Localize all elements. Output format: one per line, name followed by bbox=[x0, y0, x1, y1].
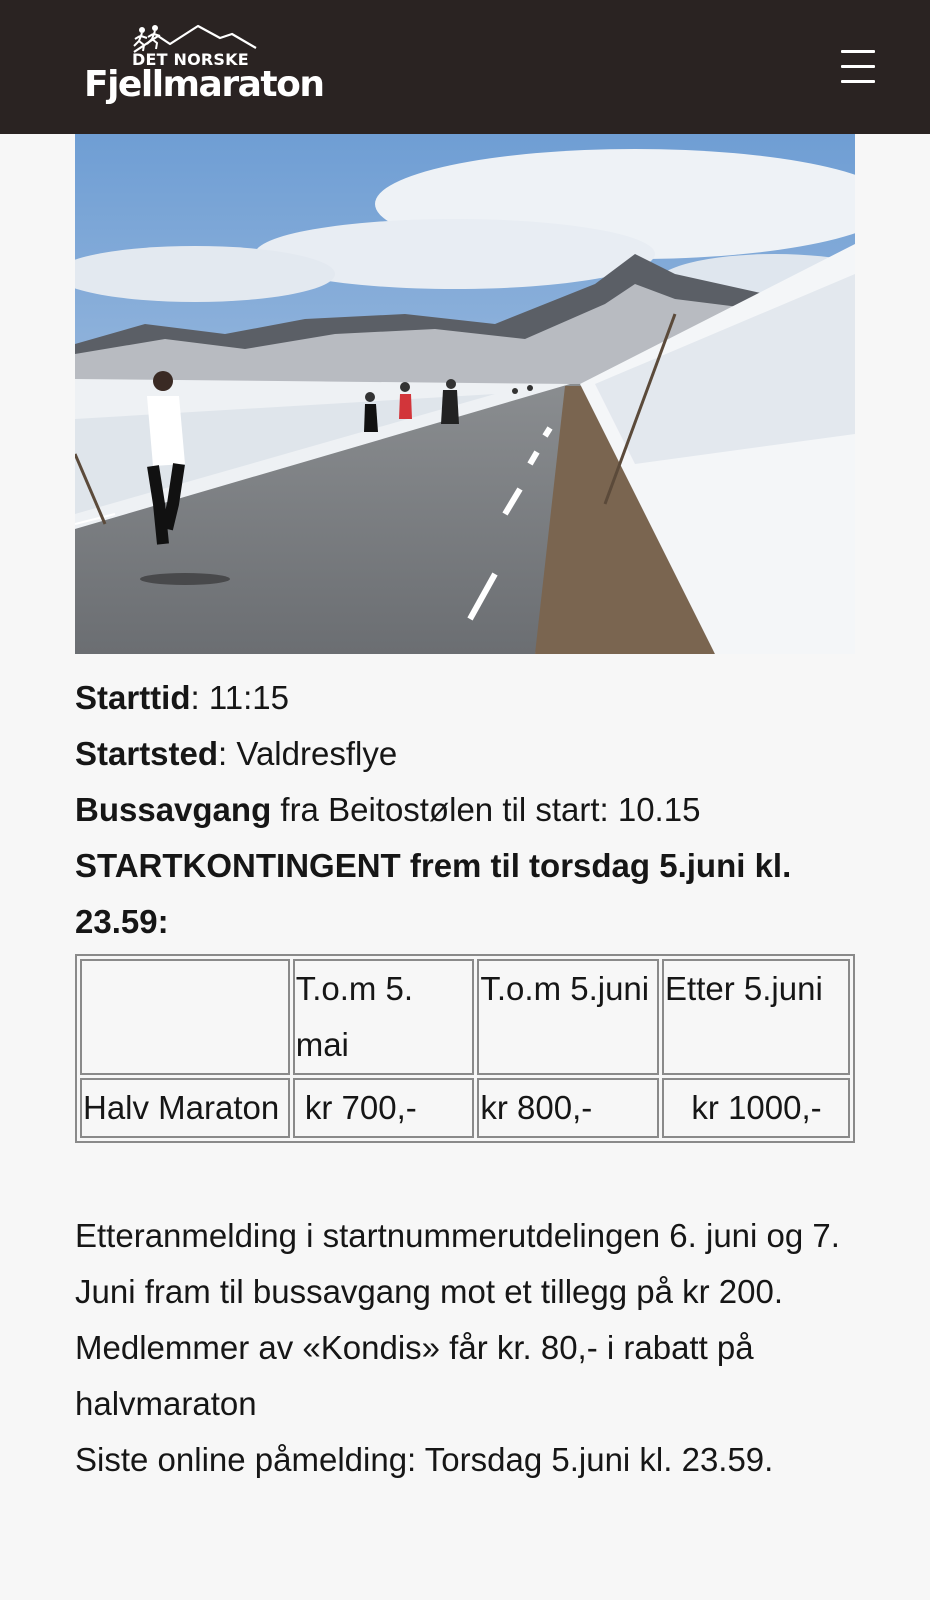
table-cell: kr 1000,- bbox=[662, 1078, 850, 1138]
logo-title: Fjellmaraton bbox=[84, 64, 324, 105]
startsted-line bbox=[75, 726, 875, 782]
table-cell: Halv Maraton bbox=[80, 1078, 290, 1138]
bussavgang-label: Bussavgang bbox=[75, 791, 272, 828]
price-table bbox=[75, 954, 855, 1143]
etteranmelding-text: Etteranmelding i startnummerutdelingen 6. juni og 7. Juni fram til bussavgang mot et tillegg på kr 200. bbox=[75, 1217, 840, 1310]
table-header-cell bbox=[80, 959, 290, 1075]
bussavgang-line bbox=[75, 782, 875, 838]
starttid-value: : 11:15 bbox=[190, 679, 289, 716]
hamburger-menu-icon[interactable] bbox=[841, 50, 875, 86]
marathon-runners-snow-road-photo-icon bbox=[75, 134, 855, 654]
table-row bbox=[80, 1078, 850, 1138]
table-header-cell: T.o.m 5.juni bbox=[477, 959, 659, 1075]
hero-image bbox=[75, 134, 855, 654]
kondis-text: Medlemmer av «Kondis» får kr. 80,- i rabatt på halvmaraton bbox=[75, 1329, 754, 1422]
starttid-line bbox=[75, 670, 875, 726]
startkontingent-heading: STARTKONTINGENT frem til torsdag 5.juni kl. 23.59: bbox=[75, 847, 792, 940]
site-logo[interactable] bbox=[84, 22, 324, 114]
bussavgang-value: fra Beitostølen til start: 10.15 bbox=[271, 791, 701, 828]
race-info bbox=[75, 670, 875, 950]
siste-pamelding-text: Siste online påmelding: Torsdag 5.juni kl. 23.59. bbox=[75, 1441, 774, 1478]
startsted-label: Startsted bbox=[75, 735, 219, 772]
table-header-cell: Etter 5.juni bbox=[662, 959, 850, 1075]
table-header-row bbox=[80, 959, 850, 1075]
starttid-label: Starttid bbox=[75, 679, 191, 716]
startsted-value: : Valdresflye bbox=[218, 735, 398, 772]
table-cell: kr 700,- bbox=[293, 1078, 475, 1138]
logo-small-text: DET NORSKE bbox=[132, 50, 249, 69]
site-header bbox=[0, 0, 930, 134]
table-header-cell: T.o.m 5. mai bbox=[293, 959, 475, 1075]
registration-notes bbox=[75, 1208, 875, 1488]
table-cell: kr 800,- bbox=[477, 1078, 659, 1138]
